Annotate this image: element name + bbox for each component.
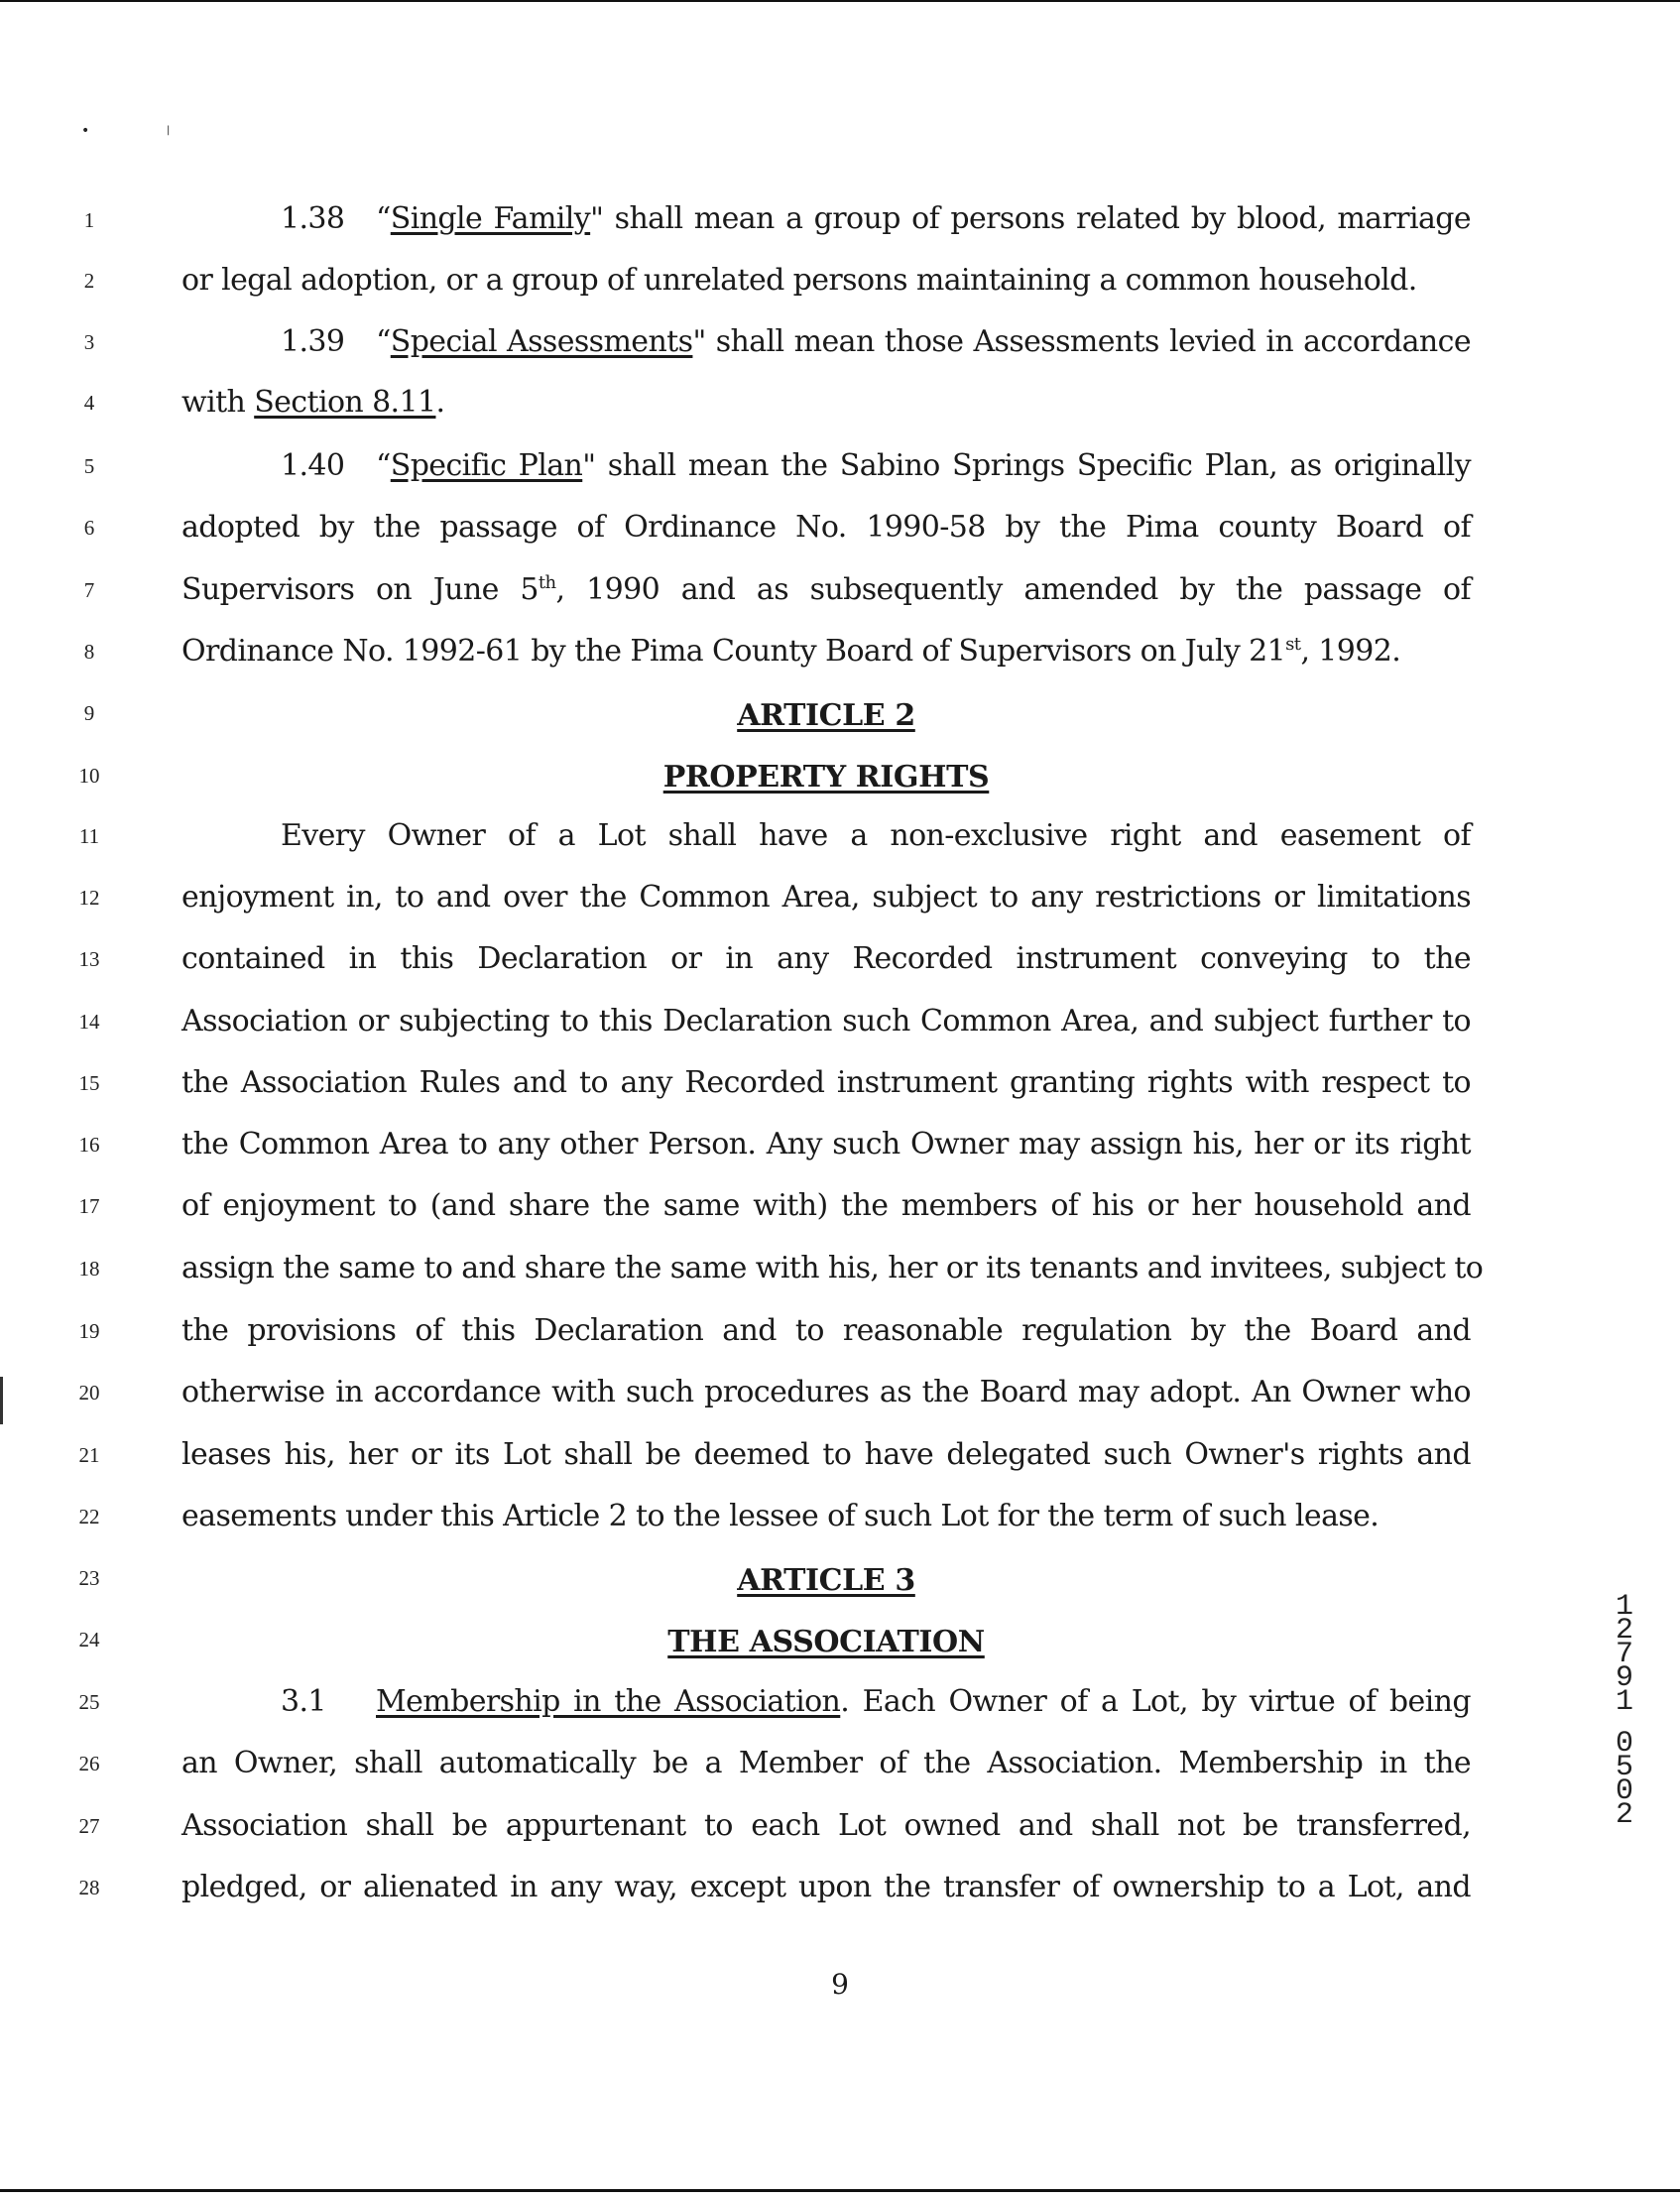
definition-1-40-line-4 — [181, 634, 1471, 669]
definition-1-39-line-1: 1.39 “Special Assessments" shall mean those Assessments levied in accordance — [281, 324, 1472, 359]
section-number: 1.38 — [281, 201, 345, 236]
definition-1-38-line-2: or legal adoption, or a group of unrelated persons maintaining a common household. — [181, 263, 1417, 298]
article-2-line: otherwise in accordance with such procedures as the Board may adopt. An Owner who — [181, 1375, 1471, 1409]
article-2-heading: ARTICLE 2 — [737, 698, 915, 733]
article-2-title: PROPERTY RIGHTS — [662, 760, 990, 794]
line-number: 14 — [78, 1010, 100, 1034]
line-number: 7 — [83, 578, 95, 602]
line-number: 17 — [78, 1194, 100, 1218]
line-number: 12 — [78, 886, 100, 910]
scan-speck: | — [167, 125, 171, 136]
text-span: " shall mean a group of persons related by blood, marriage — [590, 201, 1471, 236]
stamp-digit: 9 — [1615, 1661, 1633, 1695]
text-span: , 1990 and as subsequently amended by the passage of — [555, 572, 1472, 607]
line-number: 23 — [78, 1566, 100, 1590]
line-number: 19 — [78, 1319, 100, 1343]
bottom-border — [0, 2189, 1680, 2192]
line-number: 16 — [78, 1133, 100, 1157]
line-number: 15 — [78, 1071, 100, 1095]
defined-term: Special Assessments — [390, 324, 693, 359]
article-2-line: the Common Area to any other Person. Any such Owner may assign his, her or its right — [181, 1127, 1471, 1161]
line-number: 8 — [83, 640, 95, 664]
text-span: . — [435, 385, 445, 420]
section-3-1-line: Association shall be appurtenant to each Lot owned and shall not be transferred, — [181, 1808, 1471, 1843]
article-2-line: assign the same to and share the same with his, her or its tenants and invitees, subject to — [181, 1251, 1484, 1285]
superscript: th — [538, 572, 556, 593]
line-number: 28 — [78, 1876, 100, 1899]
article-2-line: Every Owner of a Lot shall have a non-exclusive right and easement of — [281, 818, 1471, 853]
section-reference-link[interactable]: Section 8.11 — [254, 385, 436, 420]
line-number: 1 — [83, 208, 95, 232]
line-number: 5 — [83, 454, 95, 478]
text-span: , 1992. — [1300, 634, 1401, 669]
article-2-line: easements under this Article 2 to the lessee of such Lot for the term of such lease. — [181, 1499, 1380, 1533]
scan-margin-mark — [0, 1377, 3, 1424]
definition-1-38-line-1: 1.38 “Single Family" shall mean a group of persons related by blood, marriage — [281, 201, 1471, 236]
stamp-digit: 2 — [1615, 1614, 1633, 1648]
article-2-line: enjoyment in, to and over the Common Area, subject to any restrictions or limitations — [181, 880, 1471, 915]
article-3-title: THE ASSOCIATION — [667, 1625, 985, 1659]
definition-1-40-line-1: 1.40 “Specific Plan" shall mean the Sabino Springs Specific Plan, as originally — [281, 448, 1471, 483]
recording-number-bottom — [1605, 1727, 1644, 1832]
line-number: 11 — [78, 824, 100, 848]
line-number: 21 — [78, 1443, 100, 1467]
text-span: . Each Owner of a Lot, by virtue of being — [840, 1684, 1471, 1719]
recording-number-top — [1605, 1590, 1644, 1719]
line-number: 9 — [83, 701, 95, 725]
article-2-line: Association or subjecting to this Declaration such Common Area, and subject further to — [181, 1004, 1471, 1039]
page-number: 9 — [831, 1968, 849, 2001]
article-2-line: the Association Rules and to any Recorded instrument granting rights with respect to — [181, 1065, 1471, 1100]
superscript: st — [1285, 634, 1301, 655]
section-3-1-line-1 — [181, 1684, 1471, 1719]
stamp-digit: 0 — [1615, 1774, 1633, 1808]
stamp-digit: 1 — [1615, 1685, 1633, 1719]
text-span: " shall mean the Sabino Springs Specific Plan, as originally — [582, 448, 1471, 483]
section-number: 1.40 — [281, 448, 345, 483]
article-2-line: the provisions of this Declaration and to reasonable regulation by the Board and — [181, 1313, 1471, 1348]
text-span: Ordinance No. 1992-61 by the Pima County Board of Supervisors on July 21 — [181, 634, 1286, 669]
text-span: Supervisors on June 5 — [181, 572, 539, 607]
stamp-digit: 5 — [1615, 1751, 1633, 1784]
article-2-line: leases his, her or its Lot shall be deemed to have delegated such Owner's rights and — [181, 1437, 1471, 1472]
defined-term: Single Family — [390, 201, 591, 236]
line-number: 13 — [78, 947, 100, 971]
line-number: 18 — [78, 1257, 100, 1281]
line-number: 20 — [78, 1381, 100, 1405]
line-number: 24 — [78, 1628, 100, 1651]
line-number: 22 — [78, 1505, 100, 1528]
section-number: 3.1 — [281, 1684, 326, 1719]
definition-1-39-line-2 — [181, 385, 1471, 420]
line-number: 10 — [78, 764, 100, 788]
stamp-digit: 0 — [1615, 1727, 1633, 1761]
line-number: 25 — [78, 1690, 100, 1714]
section-number: 1.39 — [281, 324, 345, 359]
top-border — [0, 0, 1680, 2]
article-2-line: of enjoyment to (and share the same with) the members of his or her household and — [181, 1188, 1471, 1223]
text-span: with — [181, 385, 255, 420]
scan-speck: • — [81, 123, 90, 139]
line-number: 2 — [83, 269, 95, 293]
stamp-digit: 2 — [1615, 1798, 1633, 1832]
line-number: 26 — [78, 1752, 100, 1775]
section-3-1-line: pledged, or alienated in any way, except upon the transfer of ownership to a Lot, and — [181, 1870, 1471, 1904]
line-number: 27 — [78, 1814, 100, 1838]
stamp-digit: 1 — [1615, 1590, 1633, 1624]
line-number: 3 — [83, 330, 95, 354]
text-span: " shall mean those Assessments levied in accordance — [692, 324, 1472, 359]
section-title: Membership in the Association — [376, 1684, 841, 1719]
section-3-1-line: an Owner, shall automatically be a Member of the Association. Membership in the — [181, 1746, 1471, 1780]
line-number: 4 — [83, 391, 95, 415]
line-number: 6 — [83, 516, 95, 540]
article-3-heading: ARTICLE 3 — [737, 1563, 915, 1598]
definition-1-40-line-3 — [181, 572, 1472, 607]
definition-1-40-line-2: adopted by the passage of Ordinance No. 1990-58 by the Pima county Board of — [181, 510, 1471, 545]
article-2-line: contained in this Declaration or in any Recorded instrument conveying to the — [181, 941, 1471, 976]
stamp-digit: 7 — [1615, 1638, 1633, 1671]
recording-number-stamp — [1605, 1590, 1644, 1832]
defined-term: Specific Plan — [390, 448, 583, 483]
